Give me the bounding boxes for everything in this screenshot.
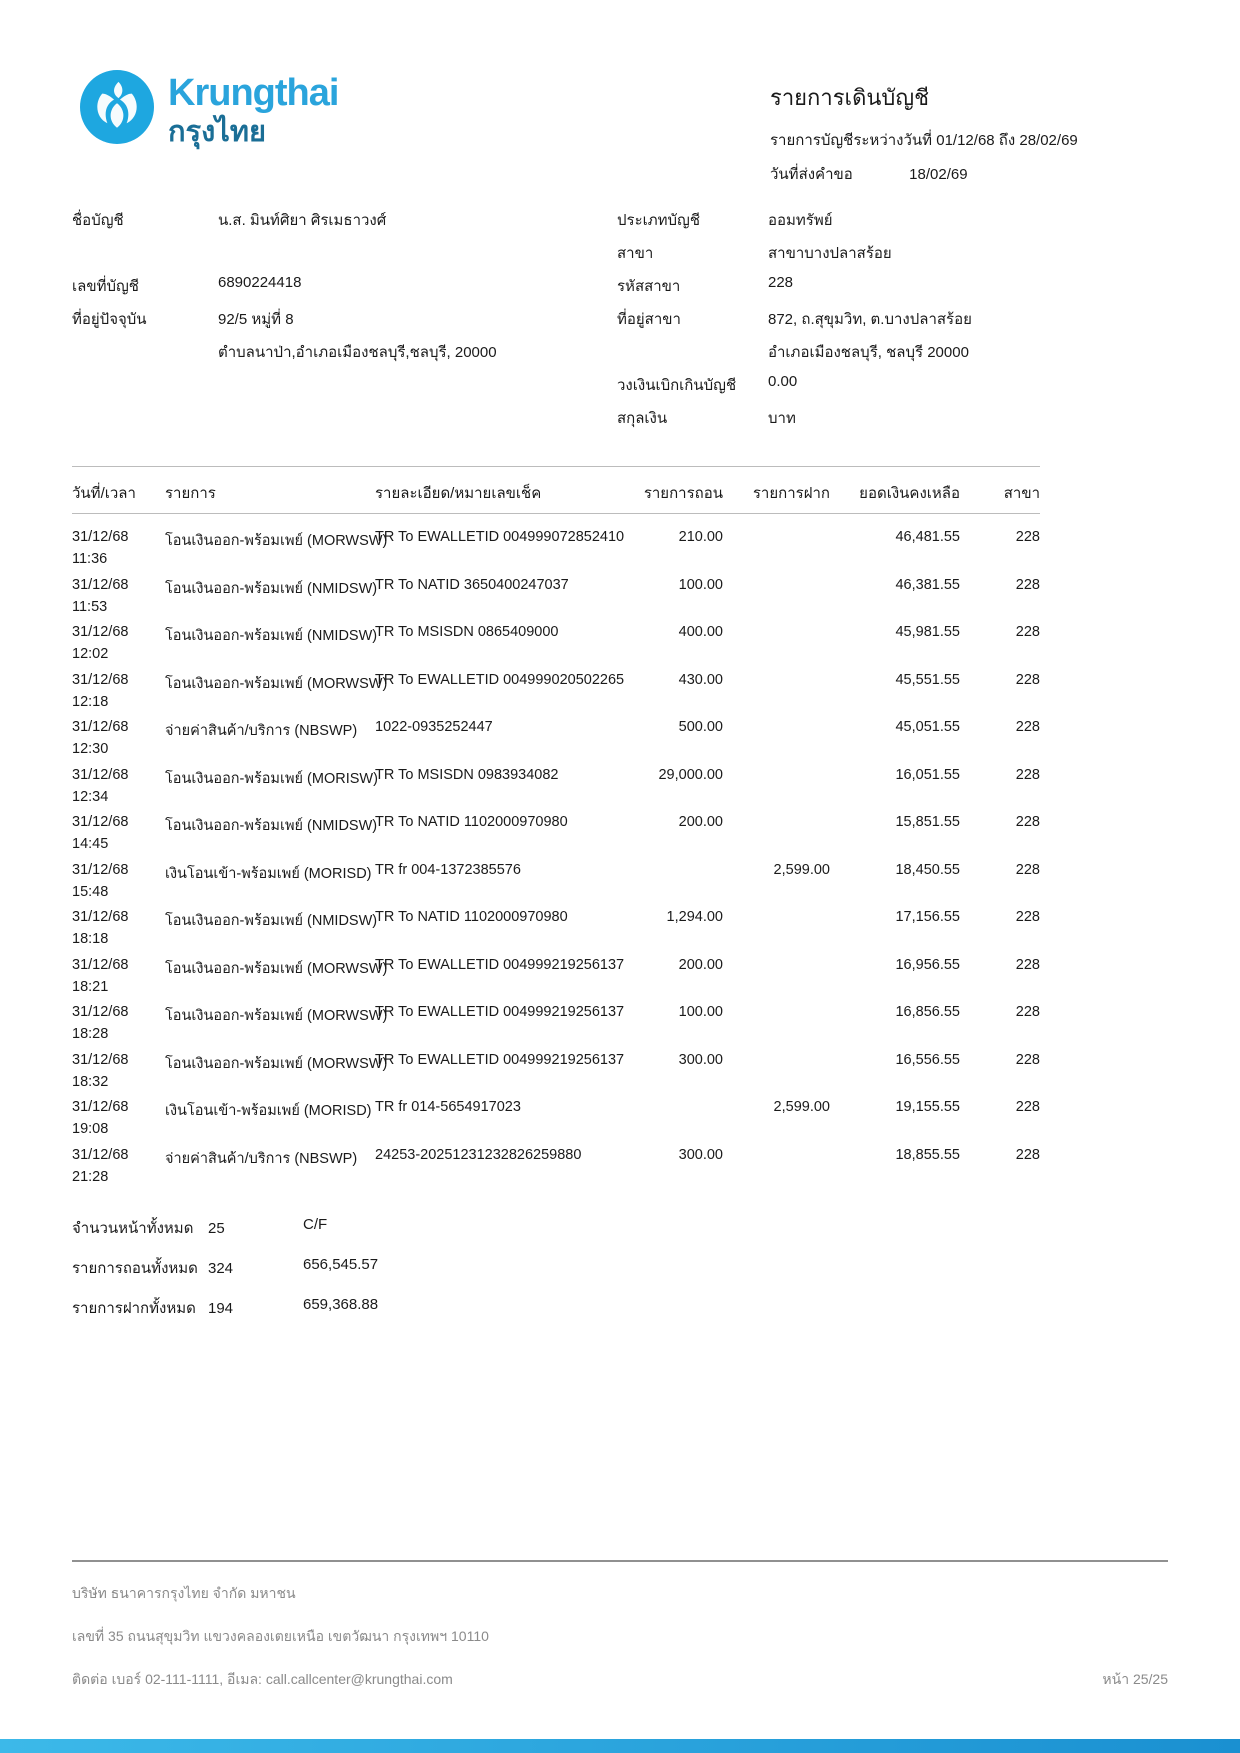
txn-balance: 16,856.55 (895, 1004, 960, 1020)
txn-time: 12:18 (72, 693, 109, 710)
account-info-row (617, 274, 1170, 307)
summary-row (72, 1256, 379, 1296)
txn-detail: TR fr 004-1372385576 (375, 861, 521, 878)
field-label (617, 340, 768, 373)
field-value: 228 (768, 274, 794, 291)
txn-detail: TR To MSISDN 0865409000 (375, 624, 559, 640)
transaction-row (72, 1142, 1040, 1190)
page-footer (72, 1560, 1168, 1691)
summary-row (72, 1296, 379, 1336)
table-body (72, 514, 1040, 1189)
txn-detail: TR To EWALLETID 004999072852410 (375, 529, 625, 545)
brand-wordmark (168, 70, 338, 149)
summary-label: รายการถอนทั้งหมด (72, 1260, 198, 1277)
field-label (72, 340, 218, 373)
txn-balance: 18,855.55 (895, 1146, 960, 1163)
column-header-withdrawal: รายการถอน (643, 485, 723, 502)
account-info-left (72, 208, 602, 373)
txn-detail: TR To NATID 1102000970980 (375, 909, 568, 925)
field-value: บาท (768, 410, 796, 427)
txn-time: 11:53 (72, 598, 108, 615)
field-label: ประเภทบัญชี (617, 212, 701, 229)
field-label: สาขา (617, 245, 654, 262)
period-value: 01/12/68 ถึง 28/02/69 (936, 132, 1078, 149)
txn-branch: 228 (1015, 624, 1040, 640)
account-info-row (72, 208, 602, 241)
transaction-row (72, 999, 1040, 1047)
field-label: ที่อยู่ปัจจุบัน (72, 311, 147, 328)
txn-description: เงินโอนเข้า-พร้อมเพย์ (MORISD) (165, 865, 372, 882)
txn-balance: 19,155.55 (895, 1099, 960, 1115)
field-value: ออมทรัพย์ (768, 212, 833, 229)
field-value: ตำบลนาป่า,อำเภอเมืองชลบุรี,ชลบุรี, 20000 (218, 344, 497, 361)
summary-label: รายการฝากทั้งหมด (72, 1300, 196, 1317)
transaction-row (72, 809, 1040, 857)
page-number: หน้า 25/25 (1102, 1671, 1168, 1687)
summary-count: 25 (208, 1220, 225, 1237)
txn-description: โอนเงินออก-พร้อมเพย์ (NMIDSW) (165, 913, 378, 929)
field-label: รหัสสาขา (617, 278, 681, 295)
txn-description: โอนเงินออก-พร้อมเพย์ (MORWSW) (165, 960, 388, 977)
txn-date: 31/12/68 (72, 861, 129, 878)
txn-time: 21:28 (72, 1168, 109, 1185)
txn-branch: 228 (1015, 766, 1040, 783)
txn-branch: 228 (1015, 1099, 1040, 1115)
statement-header (770, 80, 1170, 196)
account-info-row (617, 340, 1170, 373)
txn-branch: 228 (1015, 1146, 1040, 1163)
column-header-deposit: รายการฝาก (752, 485, 830, 502)
txn-date: 31/12/68 (72, 1099, 129, 1115)
statement-period (770, 128, 1170, 152)
field-value: น.ส. มินท์ศิยา ศิรเมธาวงศ์ (218, 212, 387, 229)
transaction-row (72, 904, 1040, 952)
account-info-row (72, 241, 602, 274)
txn-branch: 228 (1015, 956, 1040, 973)
column-header-description: รายการ (165, 485, 216, 502)
txn-branch: 228 (1015, 861, 1040, 878)
txn-balance: 16,051.55 (895, 766, 960, 783)
footer-contact-line (72, 1669, 1168, 1691)
txn-description: โอนเงินออก-พร้อมเพย์ (MORISW) (165, 770, 378, 787)
txn-detail: TR To EWALLETID 004999020502265 (375, 671, 625, 688)
txn-detail: TR To NATID 1102000970980 (375, 814, 568, 830)
field-value: 0.00 (768, 373, 798, 390)
txn-withdrawal: 210.00 (678, 529, 723, 545)
request-date-label: วันที่ส่งคำขอ (770, 166, 853, 183)
txn-description: จ่ายค่าสินค้า/บริการ (NBSWP) (165, 723, 358, 739)
txn-date: 31/12/68 (72, 529, 129, 545)
txn-date: 31/12/68 (72, 624, 129, 640)
column-header-detail: รายละเอียด/หมายเลขเช็ค (375, 485, 542, 502)
field-value: อำเภอเมืองชลบุรี, ชลบุรี 20000 (768, 344, 969, 361)
transaction-row (72, 952, 1040, 1000)
txn-balance: 15,851.55 (895, 814, 960, 830)
field-value: สาขาบางปลาสร้อย (768, 245, 892, 262)
txn-description: โอนเงินออก-พร้อมเพย์ (MORWSW) (165, 1055, 388, 1072)
txn-withdrawal: 1,294.00 (666, 909, 723, 925)
transaction-row (72, 1047, 1040, 1095)
request-date (770, 162, 1170, 186)
txn-balance: 45,051.55 (895, 719, 960, 735)
table-header-row (72, 466, 1040, 514)
txn-detail: TR To EWALLETID 004999219256137 (375, 1051, 625, 1068)
txn-description: โอนเงินออก-พร้อมเพย์ (MORWSW) (165, 1008, 388, 1024)
txn-detail: TR fr 014-5654917023 (375, 1099, 521, 1115)
footer-address: เลขที่ 35 ถนนสุขุมวิท แขวงคลองเตยเหนือ เขตวัฒนา กรุงเทพฯ 10110 (72, 1628, 489, 1644)
txn-date: 31/12/68 (72, 576, 129, 593)
transaction-row (72, 857, 1040, 905)
txn-withdrawal: 100.00 (678, 1004, 723, 1020)
txn-branch: 228 (1015, 529, 1040, 545)
field-value: 92/5 หมู่ที่ 8 (218, 311, 294, 328)
txn-balance: 16,556.55 (895, 1051, 960, 1068)
txn-detail: TR To MSISDN 0983934082 (375, 766, 559, 783)
transaction-row (72, 762, 1040, 810)
account-info-right (617, 208, 1170, 439)
transaction-row (72, 619, 1040, 667)
txn-date: 31/12/68 (72, 956, 129, 973)
txn-balance: 46,381.55 (895, 576, 960, 593)
txn-branch: 228 (1015, 909, 1040, 925)
transaction-row (72, 1094, 1040, 1142)
field-label (72, 241, 218, 274)
txn-branch: 228 (1015, 671, 1040, 688)
txn-withdrawal: 300.00 (678, 1051, 723, 1068)
txn-time: 18:32 (72, 1073, 109, 1090)
bottom-brand-bar (0, 1739, 1240, 1753)
txn-withdrawal: 500.00 (678, 719, 723, 735)
txn-withdrawal: 100.00 (678, 576, 723, 593)
txn-date: 31/12/68 (72, 1004, 129, 1020)
transaction-row (72, 667, 1040, 715)
txn-detail: TR To EWALLETID 004999219256137 (375, 1004, 625, 1020)
krungthai-logo (80, 70, 338, 149)
txn-detail: TR To EWALLETID 004999219256137 (375, 956, 625, 973)
account-info-row (72, 340, 602, 373)
statement-title: รายการเดินบัญชี (770, 85, 930, 110)
txn-description: จ่ายค่าสินค้า/บริการ (NBSWP) (165, 1150, 358, 1167)
transaction-row (72, 714, 1040, 762)
txn-branch: 228 (1015, 576, 1040, 593)
period-label: รายการบัญชีระหว่างวันที่ (770, 132, 933, 149)
txn-withdrawal: 430.00 (678, 671, 723, 688)
summary-count: 194 (208, 1300, 234, 1317)
field-label: วงเงินเบิกเกินบัญชี (617, 377, 737, 394)
txn-description: โอนเงินออก-พร้อมเพย์ (MORWSW) (165, 533, 388, 549)
txn-balance: 17,156.55 (895, 909, 960, 925)
transaction-row (72, 572, 1040, 620)
txn-time: 18:21 (72, 978, 109, 995)
txn-detail: 24253-20251231232826259880 (375, 1146, 582, 1163)
txn-withdrawal: 300.00 (678, 1146, 723, 1163)
transaction-row (72, 524, 1040, 572)
txn-withdrawal: 400.00 (678, 624, 723, 640)
txn-time: 14:45 (72, 836, 109, 852)
txn-balance: 16,956.55 (895, 956, 960, 973)
txn-detail: TR To NATID 3650400247037 (375, 576, 569, 593)
account-info-row (617, 208, 1170, 241)
txn-date: 31/12/68 (72, 909, 129, 925)
summary-value: 659,368.88 (303, 1296, 379, 1313)
brand-name-th: กรุงไทย (168, 116, 266, 148)
footer-company: บริษัท ธนาคารกรุงไทย จำกัด มหาชน (72, 1585, 296, 1601)
txn-branch: 228 (1015, 1051, 1040, 1068)
footer-contact: ติดต่อ เบอร์ 02-111-1111, อีเมล: call.callcenter@krungthai.com (72, 1671, 453, 1687)
txn-time: 12:34 (72, 788, 109, 805)
account-info-row (617, 307, 1170, 340)
txn-branch: 228 (1015, 719, 1040, 735)
summary-count: 324 (208, 1260, 234, 1277)
account-info-row (72, 274, 602, 307)
field-value: 872, ถ.สุขุมวิท, ต.บางปลาสร้อย (768, 311, 972, 328)
field-label: เลขที่บัญชี (72, 278, 139, 295)
txn-balance: 45,551.55 (895, 671, 960, 688)
krungthai-bird-icon (80, 70, 154, 144)
field-label: สกุลเงิน (617, 410, 668, 427)
account-info-row (617, 241, 1170, 274)
summary-section (72, 1216, 379, 1336)
request-date-value: 18/02/69 (909, 166, 968, 183)
txn-description: โอนเงินออก-พร้อมเพย์ (NMIDSW) (165, 628, 378, 644)
txn-withdrawal: 200.00 (678, 956, 723, 973)
column-header-branch: สาขา (1003, 485, 1040, 502)
column-header-balance: ยอดเงินคงเหลือ (859, 485, 960, 502)
account-info-row (617, 406, 1170, 439)
txn-withdrawal: 29,000.00 (658, 766, 723, 783)
txn-description: โอนเงินออก-พร้อมเพย์ (MORWSW) (165, 675, 388, 692)
summary-row (72, 1216, 328, 1256)
txn-description: เงินโอนเข้า-พร้อมเพย์ (MORISD) (165, 1103, 372, 1119)
summary-value: C/F (303, 1216, 328, 1233)
txn-date: 31/12/68 (72, 1146, 129, 1163)
brand-name-en: Krungthai (168, 72, 339, 114)
summary-value: 656,545.57 (303, 1256, 379, 1273)
txn-detail: 1022-0935252447 (375, 719, 493, 735)
txn-time: 15:48 (72, 883, 109, 900)
txn-branch: 228 (1015, 1004, 1040, 1020)
txn-date: 31/12/68 (72, 671, 129, 688)
txn-time: 11:36 (72, 551, 108, 567)
txn-description: โอนเงินออก-พร้อมเพย์ (NMIDSW) (165, 580, 378, 597)
txn-date: 31/12/68 (72, 814, 129, 830)
txn-deposit: 2,599.00 (773, 1099, 830, 1115)
account-info-row (617, 373, 1170, 406)
field-label: ชื่อบัญชี (72, 212, 124, 229)
transactions-table (72, 466, 1040, 1189)
txn-time: 19:08 (72, 1121, 109, 1137)
txn-balance: 46,481.55 (895, 529, 960, 545)
account-info-row (72, 307, 602, 340)
txn-date: 31/12/68 (72, 719, 129, 735)
txn-balance: 45,981.55 (895, 624, 960, 640)
txn-branch: 228 (1015, 814, 1040, 830)
txn-time: 12:30 (72, 741, 109, 757)
txn-withdrawal: 200.00 (678, 814, 723, 830)
txn-balance: 18,450.55 (895, 861, 960, 878)
txn-deposit: 2,599.00 (773, 861, 830, 878)
field-value: 6890224418 (218, 274, 302, 291)
txn-description: โอนเงินออก-พร้อมเพย์ (NMIDSW) (165, 818, 378, 834)
txn-date: 31/12/68 (72, 766, 129, 783)
txn-time: 18:18 (72, 931, 109, 947)
summary-label: จำนวนหน้าทั้งหมด (72, 1220, 194, 1237)
txn-time: 18:28 (72, 1026, 109, 1042)
txn-time: 12:02 (72, 646, 109, 662)
field-label: ที่อยู่สาขา (617, 311, 681, 328)
txn-date: 31/12/68 (72, 1051, 129, 1068)
column-header-date-time: วันที่/เวลา (72, 485, 136, 502)
